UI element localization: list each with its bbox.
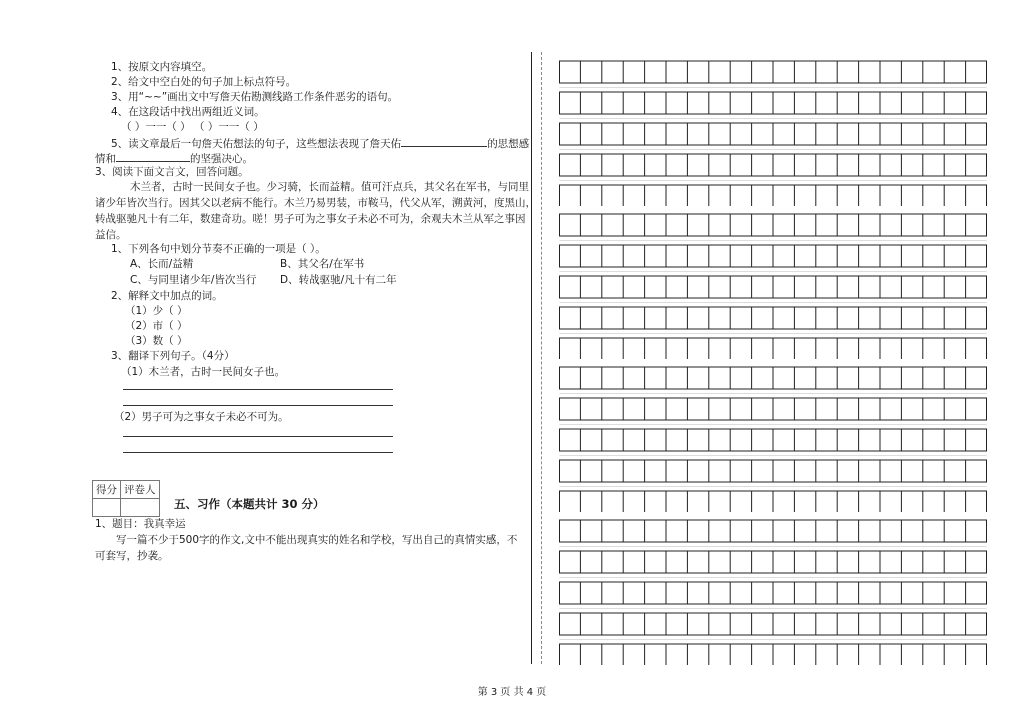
answer-blank[interactable] — [401, 135, 487, 147]
reviewer-cell[interactable] — [121, 499, 160, 517]
writing-grid[interactable] — [559, 366, 987, 512]
passage-line: 木兰者，古时一民间女子也。少习骑，长而益精。值可汗点兵，其父名在军书，与同里 — [130, 181, 529, 193]
option-a: A、长而/益精 — [130, 258, 194, 270]
sub-question-1: 1、下列各句中划分节奏不正确的一项是（ ）。 — [111, 243, 326, 255]
translate-2: （2）男子可为之事女子未必不可为。 — [114, 411, 289, 423]
translate-1: （1）木兰者，古时一民间女子也。 — [121, 366, 286, 378]
answer-blank[interactable] — [116, 150, 190, 162]
question-4: 4、在这段话中找出两组近义词。 — [111, 106, 265, 118]
page-number: 第 3 页 共 4 页 — [477, 687, 547, 698]
option-d: D、转战驱驰/凡十有二年 — [280, 274, 397, 286]
question-2: 2、给文中空白处的句子加上标点符号。 — [111, 76, 297, 88]
essay-topic: 1、题目：我真幸运 — [95, 518, 186, 530]
score-box — [92, 480, 160, 517]
question-4-pairs: （ ）一一（ ） （ ）一一（ ） — [121, 121, 264, 133]
answer-line[interactable] — [123, 436, 393, 437]
sub-question-2: 2、解释文中加点的词。 — [111, 290, 223, 302]
answer-line[interactable] — [123, 389, 393, 390]
question-5-line2 — [95, 150, 253, 166]
answer-line[interactable] — [123, 405, 393, 406]
writing-grid[interactable] — [559, 60, 987, 206]
passage-line: 诸少年皆次当行。因其父以老病不能行。木兰乃易男装，市鞍马，代父从军，溯黄河，度黑山， — [95, 197, 536, 209]
essay-requirement-line2: 可套写，抄袭。 — [95, 550, 169, 562]
option-b: B、其父名/在军书 — [280, 258, 365, 270]
score-cell[interactable] — [93, 499, 121, 517]
question-5-text-a: 5、读文章最后一句詹天佑想法的句子，这些想法表现了詹天佑 — [111, 138, 402, 150]
question-5-text-d: 的坚强决心。 — [190, 153, 253, 165]
question-5-text-c: 情和 — [95, 153, 116, 165]
passage-line: 转战驱驰凡十有二年，数建奇功。嗟！男子可为之事女子未必不可为，余观夫木兰从军之事因 — [95, 213, 526, 225]
word-1: （1）少（ ） — [125, 305, 188, 317]
writing-grid[interactable] — [559, 519, 987, 665]
reviewer-label: 评卷人 — [121, 481, 160, 499]
passage-line: 益信。 — [95, 229, 127, 241]
fold-line — [541, 52, 542, 664]
word-2: （2）市（ ） — [125, 320, 188, 332]
essay-requirement-line1: 写一篇不少于500字的作文,文中不能出现真实的姓名和学校，写出自己的真情实感，不 — [116, 534, 518, 546]
section-5-title: 五、习作（本题共计 30 分） — [174, 497, 325, 511]
word-3: （3）数（ ） — [125, 335, 188, 347]
question-5-line1 — [111, 135, 529, 151]
column-divider — [531, 52, 532, 664]
question-5-text-b: 的思想感 — [487, 138, 530, 150]
option-c: C、与同里诸少年/皆次当行 — [130, 274, 257, 286]
sub-question-3: 3、翻译下列句子。（4分） — [111, 350, 235, 362]
question-3: 3、用“~~”画出文中写詹天佑勘测线路工作条件恶劣的语句。 — [111, 91, 399, 103]
score-label: 得分 — [93, 481, 121, 499]
answer-line[interactable] — [123, 452, 393, 453]
question-1: 1、按原文内容填空。 — [111, 61, 213, 73]
writing-grid[interactable] — [559, 213, 987, 359]
reading-title: 3、阅读下面文言文，回答问题。 — [95, 166, 249, 178]
